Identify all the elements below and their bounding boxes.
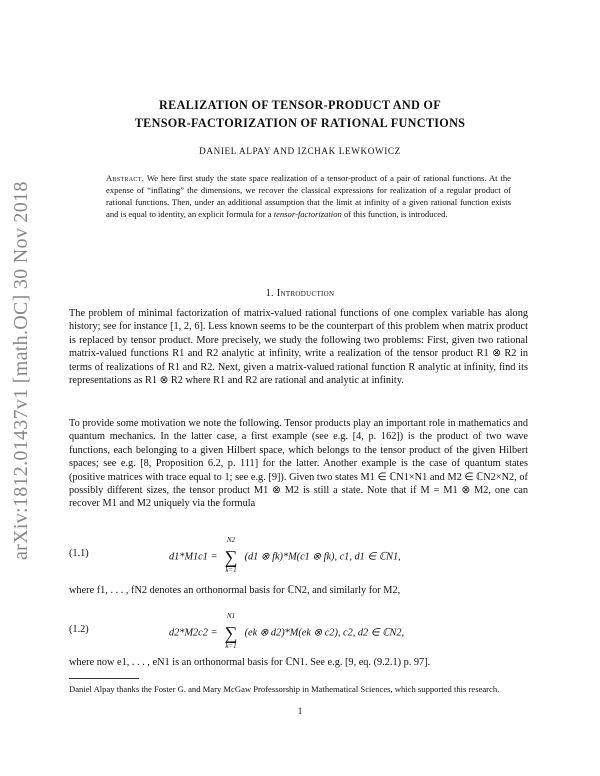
- equation-rhs: (d1 ⊗ fk)*M(c1 ⊗ fk), c1, d1 ∈ ℂN1,: [244, 551, 401, 563]
- abstract: [106, 172, 511, 220]
- paragraph-between-equations: where f1, . . . , fN2 denotes an orthonormal basis for ℂN2, and similarly for M2,: [69, 585, 401, 596]
- equation-number: (1.1): [69, 548, 89, 559]
- paper-title: [0, 96, 600, 132]
- equation-1-1: [69, 534, 528, 574]
- footnote-rule: [69, 678, 139, 679]
- equation-lhs: d2*M2c2 =: [169, 627, 220, 639]
- section-title: Introduction: [276, 288, 335, 299]
- equation-1-2: [69, 610, 528, 650]
- footnote: Daniel Alpay thanks the Foster G. and Mary McGaw Professorship in Mathematical Sciences, which supported this research.: [69, 684, 500, 694]
- sum-upper-limit: N2: [226, 536, 236, 544]
- equation-lhs: d1*M1c1 =: [169, 551, 220, 563]
- section-heading: [0, 288, 600, 299]
- summation-symbol: N1 ∑ k=1: [220, 624, 242, 642]
- equation-rhs: (ek ⊗ d2)*M(ek ⊗ c2), c2, d2 ∈ ℂN2,: [244, 627, 405, 639]
- sum-lower-limit: k=1: [225, 642, 237, 650]
- page-number: 1: [297, 706, 303, 716]
- summation-symbol: N2 ∑ k=1: [220, 548, 242, 566]
- paragraph-after-equations: where now e1, . . . , eN1 is an orthonormal basis for ℂN1. See e.g. [9, eq. (9.2.1) p. 97].: [69, 657, 431, 668]
- equation-number: (1.2): [69, 624, 89, 635]
- abstract-label: Abstract.: [106, 173, 145, 183]
- sum-lower-limit: k=1: [225, 566, 237, 574]
- title-line-2: TENSOR-FACTORIZATION OF RATIONAL FUNCTIONS: [134, 116, 466, 130]
- equation-body: [169, 536, 401, 574]
- equation-body: [169, 612, 405, 650]
- authors: DANIEL ALPAY AND IZCHAK LEWKOWICZ: [199, 146, 401, 156]
- section-number: 1.: [265, 288, 277, 299]
- abstract-text-1: We here first study the state space realization of a tensor-product of a pair of rational functions. At the expense of “inflating” the dimensions, we recover the classical expressions for realization of a regular product of rational functions. Then, under an additional assumption that the limit at infinity of a given rational function exists and is equal to identity, an explicit formula for a: [106, 173, 511, 219]
- paragraph-intro: The problem of minimal factorization of matrix-valued rational functions of one complex variable has along history; see for instance [1, 2, 6]. Less known seems to be the counterpart of this problem when matrix product is replaced by tensor product. More precisely, we study the following two problems: First, given two rational matrix-valued functions R1 and R2 analytic at infinity, write a realization of the tensor product R1 ⊗ R2 in terms of realizations of R1 and R2. Next, given a matrix-valued rational function R analytic at infinity, find its representations as R1 ⊗ R2 where R1 and R2 are rational and analytic at infinity.: [69, 308, 528, 387]
- paragraph-motivation: To provide some motivation we note the following. Tensor products play an important role in mathematics and quantum mechanics. In the latter case, a first example (see e.g. [4, p. 162]) is the product of two wave functions, each belonging to a given Hilbert space, which belongs to the tensor product of the given Hilbert spaces; see e.g. [8, Proposition 6.2, p. 111] for the latter. Another example is the case of quantum states (positive matrices with trace equal to 1; see e.g. [9]). Given two states M1 ∈ ℂN1×N1 and M2 ∈ ℂN2×N2, of possibly different sizes, the tensor product M1 ⊗ M2 is still a state. Note that if M = M1 ⊗ M2, one can recover M1 and M2 uniquely via the formula: [69, 418, 528, 510]
- abstract-text-2: of this function, is introduced.: [341, 209, 448, 219]
- arxiv-identifier: arXiv:1812.01437v1 [math.OC] 30 Nov 2018: [10, 181, 32, 560]
- abstract-emphasis: tensor-factorization: [273, 209, 342, 219]
- title-line-1: REALIZATION OF TENSOR-PRODUCT AND OF: [159, 98, 441, 112]
- sum-upper-limit: N1: [226, 612, 236, 620]
